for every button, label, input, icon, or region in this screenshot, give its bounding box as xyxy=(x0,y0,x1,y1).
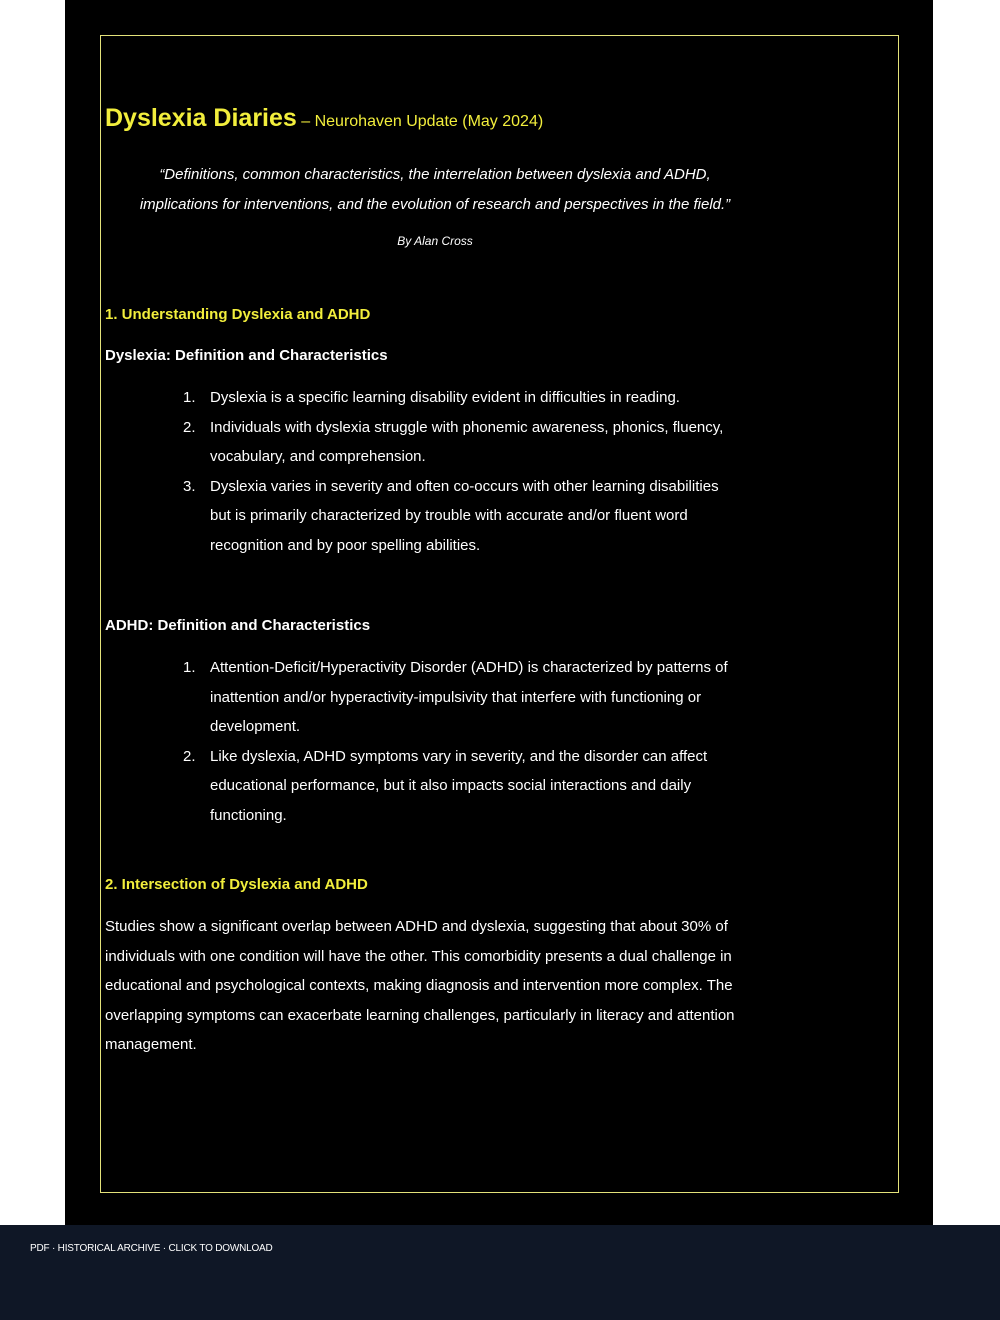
quote-line-1: “Definitions, common characteristics, the interrelation between dyslexia and ADHD, xyxy=(159,166,711,183)
list-number: 3. xyxy=(183,477,196,495)
list-item xyxy=(183,742,773,831)
list-number: 2. xyxy=(183,418,196,436)
title-main: Dyslexia Diaries xyxy=(105,104,297,132)
dyslexia-list xyxy=(183,383,773,560)
footer-bar xyxy=(0,1225,1000,1320)
dyslexia-subheading: Dyslexia: Definition and Characteristics xyxy=(105,347,388,364)
list-number: 2. xyxy=(183,747,196,765)
list-item xyxy=(183,653,773,742)
adhd-list xyxy=(183,653,773,830)
adhd-subheading: ADHD: Definition and Characteristics xyxy=(105,617,371,634)
list-item xyxy=(183,413,773,472)
list-text: Dyslexia is a specific learning disability evident in difficulties in reading. xyxy=(210,389,680,406)
title-subtitle: – Neurohaven Update (May 2024) xyxy=(296,113,544,130)
list-number: 1. xyxy=(183,659,196,676)
section-2-paragraph: Studies show a significant overlap between ADHD and dyslexia, suggesting that about 30% of individuals with one condition will have the other. This comorbidity presents a dual challenge in educational and psychological contexts, making diagnosis and intervention more complex. The overlapping symptoms can exacerbate learning challenges, particularly in literacy and attention management. xyxy=(105,918,735,1053)
download-pdf-link[interactable]: PDF · HISTORICAL ARCHIVE · CLICK TO DOWNLOAD xyxy=(30,1243,273,1254)
list-text: Individuals with dyslexia struggle with phonemic awareness, phonics, fluency, vocabulary, and comprehension. xyxy=(210,418,724,465)
summary-quote xyxy=(105,160,765,220)
section-2-heading: 2. Intersection of Dyslexia and ADHD xyxy=(105,876,368,893)
list-text: Attention-Deficit/Hyperactivity Disorder (ADHD) is characterized by patterns of inattention and/or hyperactivity-impulsivity that interfere with functioning or development. xyxy=(210,659,728,735)
page-title xyxy=(105,104,785,133)
list-text: Like dyslexia, ADHD symptoms vary in severity, and the disorder can affect educational performance, but it also impacts social interactions and daily functioning. xyxy=(210,747,708,824)
list-item xyxy=(183,472,773,561)
section-1-heading: 1. Understanding Dyslexia and ADHD xyxy=(105,306,371,323)
author-byline: By Alan Cross xyxy=(397,234,473,248)
list-item xyxy=(183,383,773,413)
quote-line-2: implications for interventions, and the evolution of research and perspectives in the field.” xyxy=(139,196,731,213)
list-number: 1. xyxy=(183,389,196,406)
list-text: Dyslexia varies in severity and often co-occurs with other learning disabilities but is primarily characterized by trouble with accurate and/or fluent word recognition and by poor spelling abilities. xyxy=(210,477,719,554)
